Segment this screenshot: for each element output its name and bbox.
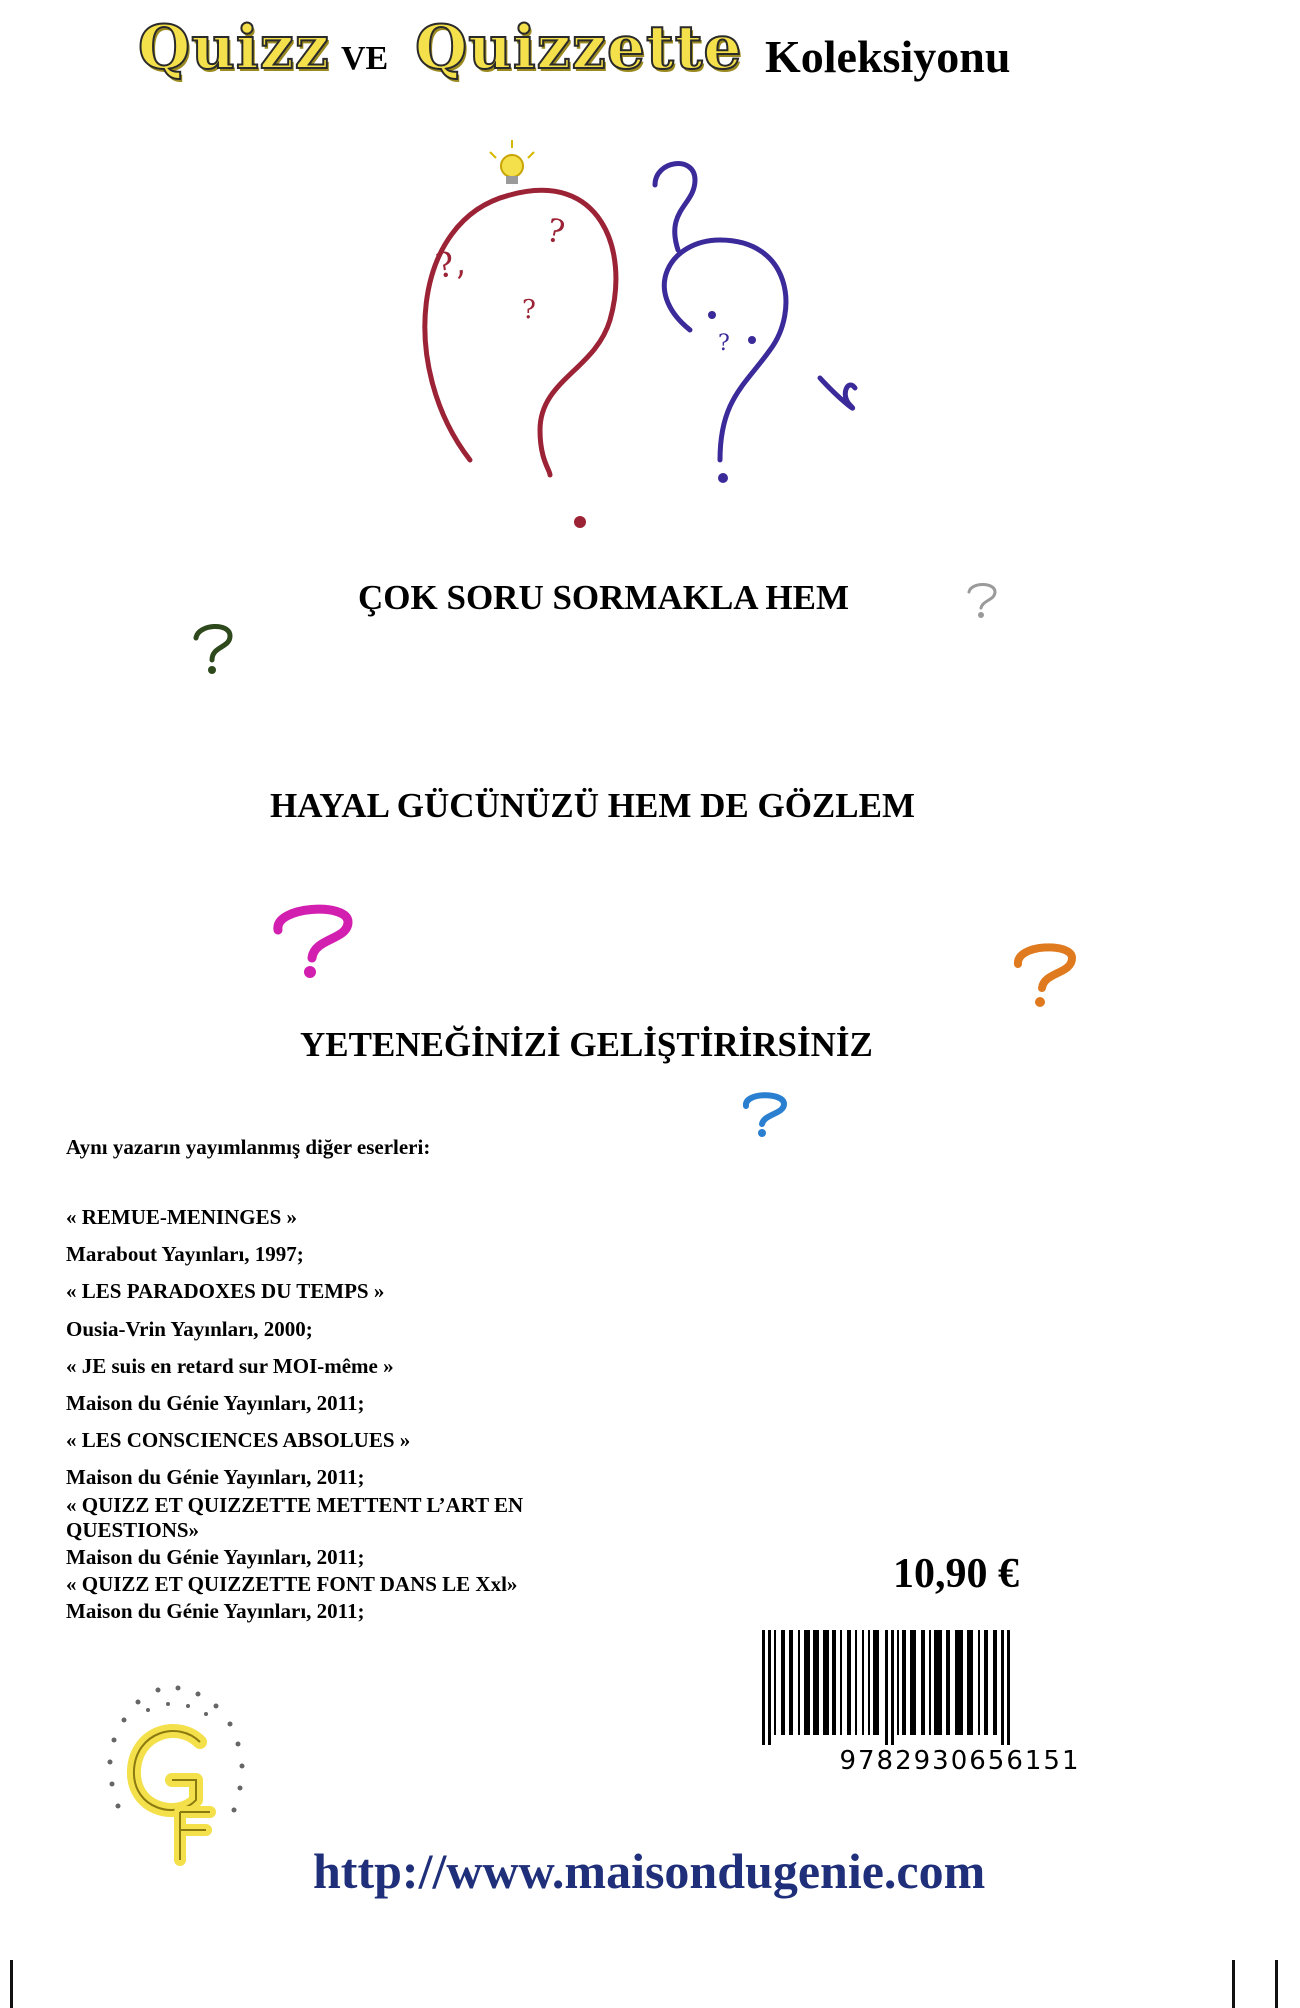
barcode-bar [798,1630,800,1735]
barcode-bars [762,1630,1010,1745]
barcode-bar [946,1630,950,1735]
publisher-logo-icon [88,1680,258,1880]
edge-mark [1275,1960,1278,2008]
work-publisher: Maison du Génie Yayınları, 2011; [66,1465,365,1490]
barcode-bar [804,1630,810,1735]
barcode-bar [934,1630,942,1735]
barcode-bar [840,1630,842,1735]
question-mark-icon [740,1090,790,1140]
barcode-bar [862,1630,864,1735]
barcode-bar [847,1630,851,1735]
barcode-icon [760,1630,1160,1745]
work-title: « JE suis en retard sur MOI-même » [66,1353,394,1378]
brand-connector: VE [341,40,389,77]
work-title: « QUIZZ ET QUIZZETTE FONT DANS LE Xxl» [66,1572,518,1597]
barcode-bar [910,1630,916,1735]
barcode-bar [984,1630,988,1735]
work-publisher: Maison du Génie Yayınları, 2011; [66,1599,365,1624]
question-mark-icon [190,620,238,676]
barcode-bar [978,1630,980,1735]
question-mark-icon [270,900,356,980]
works-intro: Aynı yazarın yayımlanmış diğer eserleri: [66,1135,431,1159]
svg-text:?,: ?, [432,242,469,287]
brand-quizz: Quizz [138,13,330,83]
work-publisher: Maison du Génie Yayınları, 2011; [66,1544,365,1569]
work-title: « REMUE-MENINGES » [66,1205,298,1229]
work-title: « LES PARADOXES DU TEMPS » [66,1279,385,1304]
barcode-bar [897,1630,899,1735]
barcode-bar [781,1630,785,1735]
question-mark-icon [965,580,999,620]
slogan-line-3: YETENEĞİNİZİ GELİŞTİRİRSİNİZ [300,1025,873,1064]
svg-text:?: ? [543,210,569,252]
svg-text:?: ? [718,331,730,356]
work-publisher: Marabout Yayınları, 1997; [66,1242,304,1267]
question-faces-illustration [400,140,900,540]
brand-quizzette: Quizzette [415,13,743,83]
barcode-bar [768,1630,771,1745]
work-publisher: Ousia-Vrin Yayınları, 2000; [66,1316,313,1341]
work-title: « QUIZZ ET QUIZZETTE METTENT L’ART EN QUESTIONS» [66,1492,524,1542]
slogan-line-1: ÇOK SORU SORMAKLA HEM [358,578,850,617]
barcode-bar [1007,1630,1010,1745]
barcode-bar [789,1630,793,1735]
website-link[interactable]: http://www.maisondugenie.com [313,1843,986,1899]
collection-label: Koleksiyonu [765,31,1011,82]
barcode-bar [955,1630,963,1735]
barcode-bar [813,1630,819,1735]
barcode-bar [967,1630,973,1735]
price-label: 10,90 € [893,1551,1019,1597]
isbn-number: 9782930656151 [839,1746,1081,1776]
work-publisher: Maison du Génie Yayınları, 2011; [66,1390,365,1415]
barcode-bar [855,1630,857,1735]
barcode-bar [993,1630,997,1735]
edge-mark [10,1960,13,2008]
question-mark-icon [1010,940,1080,1010]
work-title: « LES CONSCIENCES ABSOLUES » [66,1428,411,1453]
barcode-bar [823,1630,829,1735]
works-list [66,1205,626,1624]
slogan-line-2: HAYAL GÜCÜNÜZÜ HEM DE GÖZLEM [270,786,916,825]
barcode-bar [921,1630,925,1735]
edge-mark [1232,1960,1235,2008]
barcode-bar [868,1630,870,1735]
barcode-bar [873,1630,879,1735]
barcode-bar [929,1630,931,1735]
barcode-bar [774,1630,776,1735]
svg-text:?: ? [522,295,536,325]
barcode-bar [762,1630,765,1745]
barcode-bar [885,1630,888,1745]
barcode-bar [832,1630,836,1735]
barcode-bar [1001,1630,1004,1745]
barcode-bar [902,1630,906,1735]
lightbulb-icon [490,140,534,184]
barcode-bar [891,1630,894,1745]
